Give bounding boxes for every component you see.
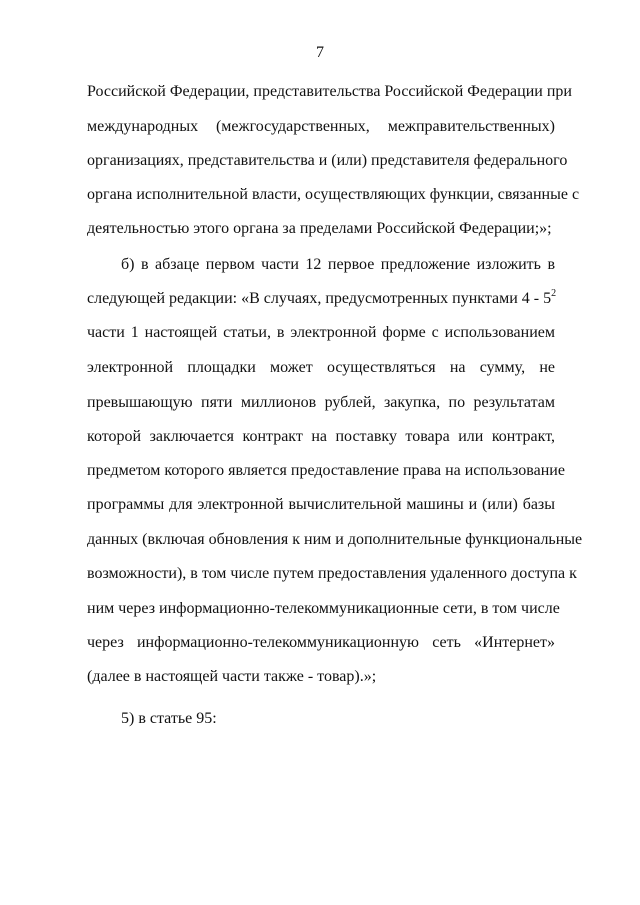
text-line: б) в абзаце первом части 12 первое предложение изложить в xyxy=(121,256,555,273)
text-line: Российской Федерации, представительства Российской Федерации при xyxy=(87,83,572,100)
text-line: организациях, представительства и (или) представителя федерального xyxy=(87,152,568,169)
text-line-content: следующей редакции: «В случаях, предусмотренных пунктами 4 - 5 xyxy=(87,290,552,307)
text-line: деятельностью этого органа за пределами Российской Федерации;»; xyxy=(87,220,552,237)
text-line: возможности), в том числе путем предоставления удаленного доступа к xyxy=(87,565,577,582)
text-line: которой заключается контракт на поставку товара или контракт, xyxy=(87,428,555,445)
text-line: электронной площадки может осуществляться на сумму, не xyxy=(87,359,555,376)
text-line: (далее в настоящей части также - товар).»; xyxy=(87,668,377,685)
page-number: 7 xyxy=(316,44,324,61)
text-line: ним через информационно-телекоммуникационные сети, в том числе xyxy=(87,600,560,617)
text-line: международных (межгосударственных, межправительственных) xyxy=(87,118,555,135)
text-line: части 1 настоящей статьи, в электронной форме с использованием xyxy=(87,324,555,341)
superscript: 2 xyxy=(551,287,557,299)
text-line-with-superscript xyxy=(87,289,555,309)
text-line: органа исполнительной власти, осуществляющих функции, связанные с xyxy=(87,186,580,203)
text-line: 5) в статье 95: xyxy=(121,710,217,727)
text-line: превышающую пяти миллионов рублей, закупка, по результатам xyxy=(87,394,555,411)
text-line: предметом которого является предоставление права на использование xyxy=(87,462,565,479)
text-line: программы для электронной вычислительной машины и (или) базы xyxy=(87,496,555,513)
text-line: данных (включая обновления к ним и дополнительные функциональные xyxy=(87,531,583,548)
text-line: через информационно-телекоммуникационную сеть «Интернет» xyxy=(87,634,555,651)
